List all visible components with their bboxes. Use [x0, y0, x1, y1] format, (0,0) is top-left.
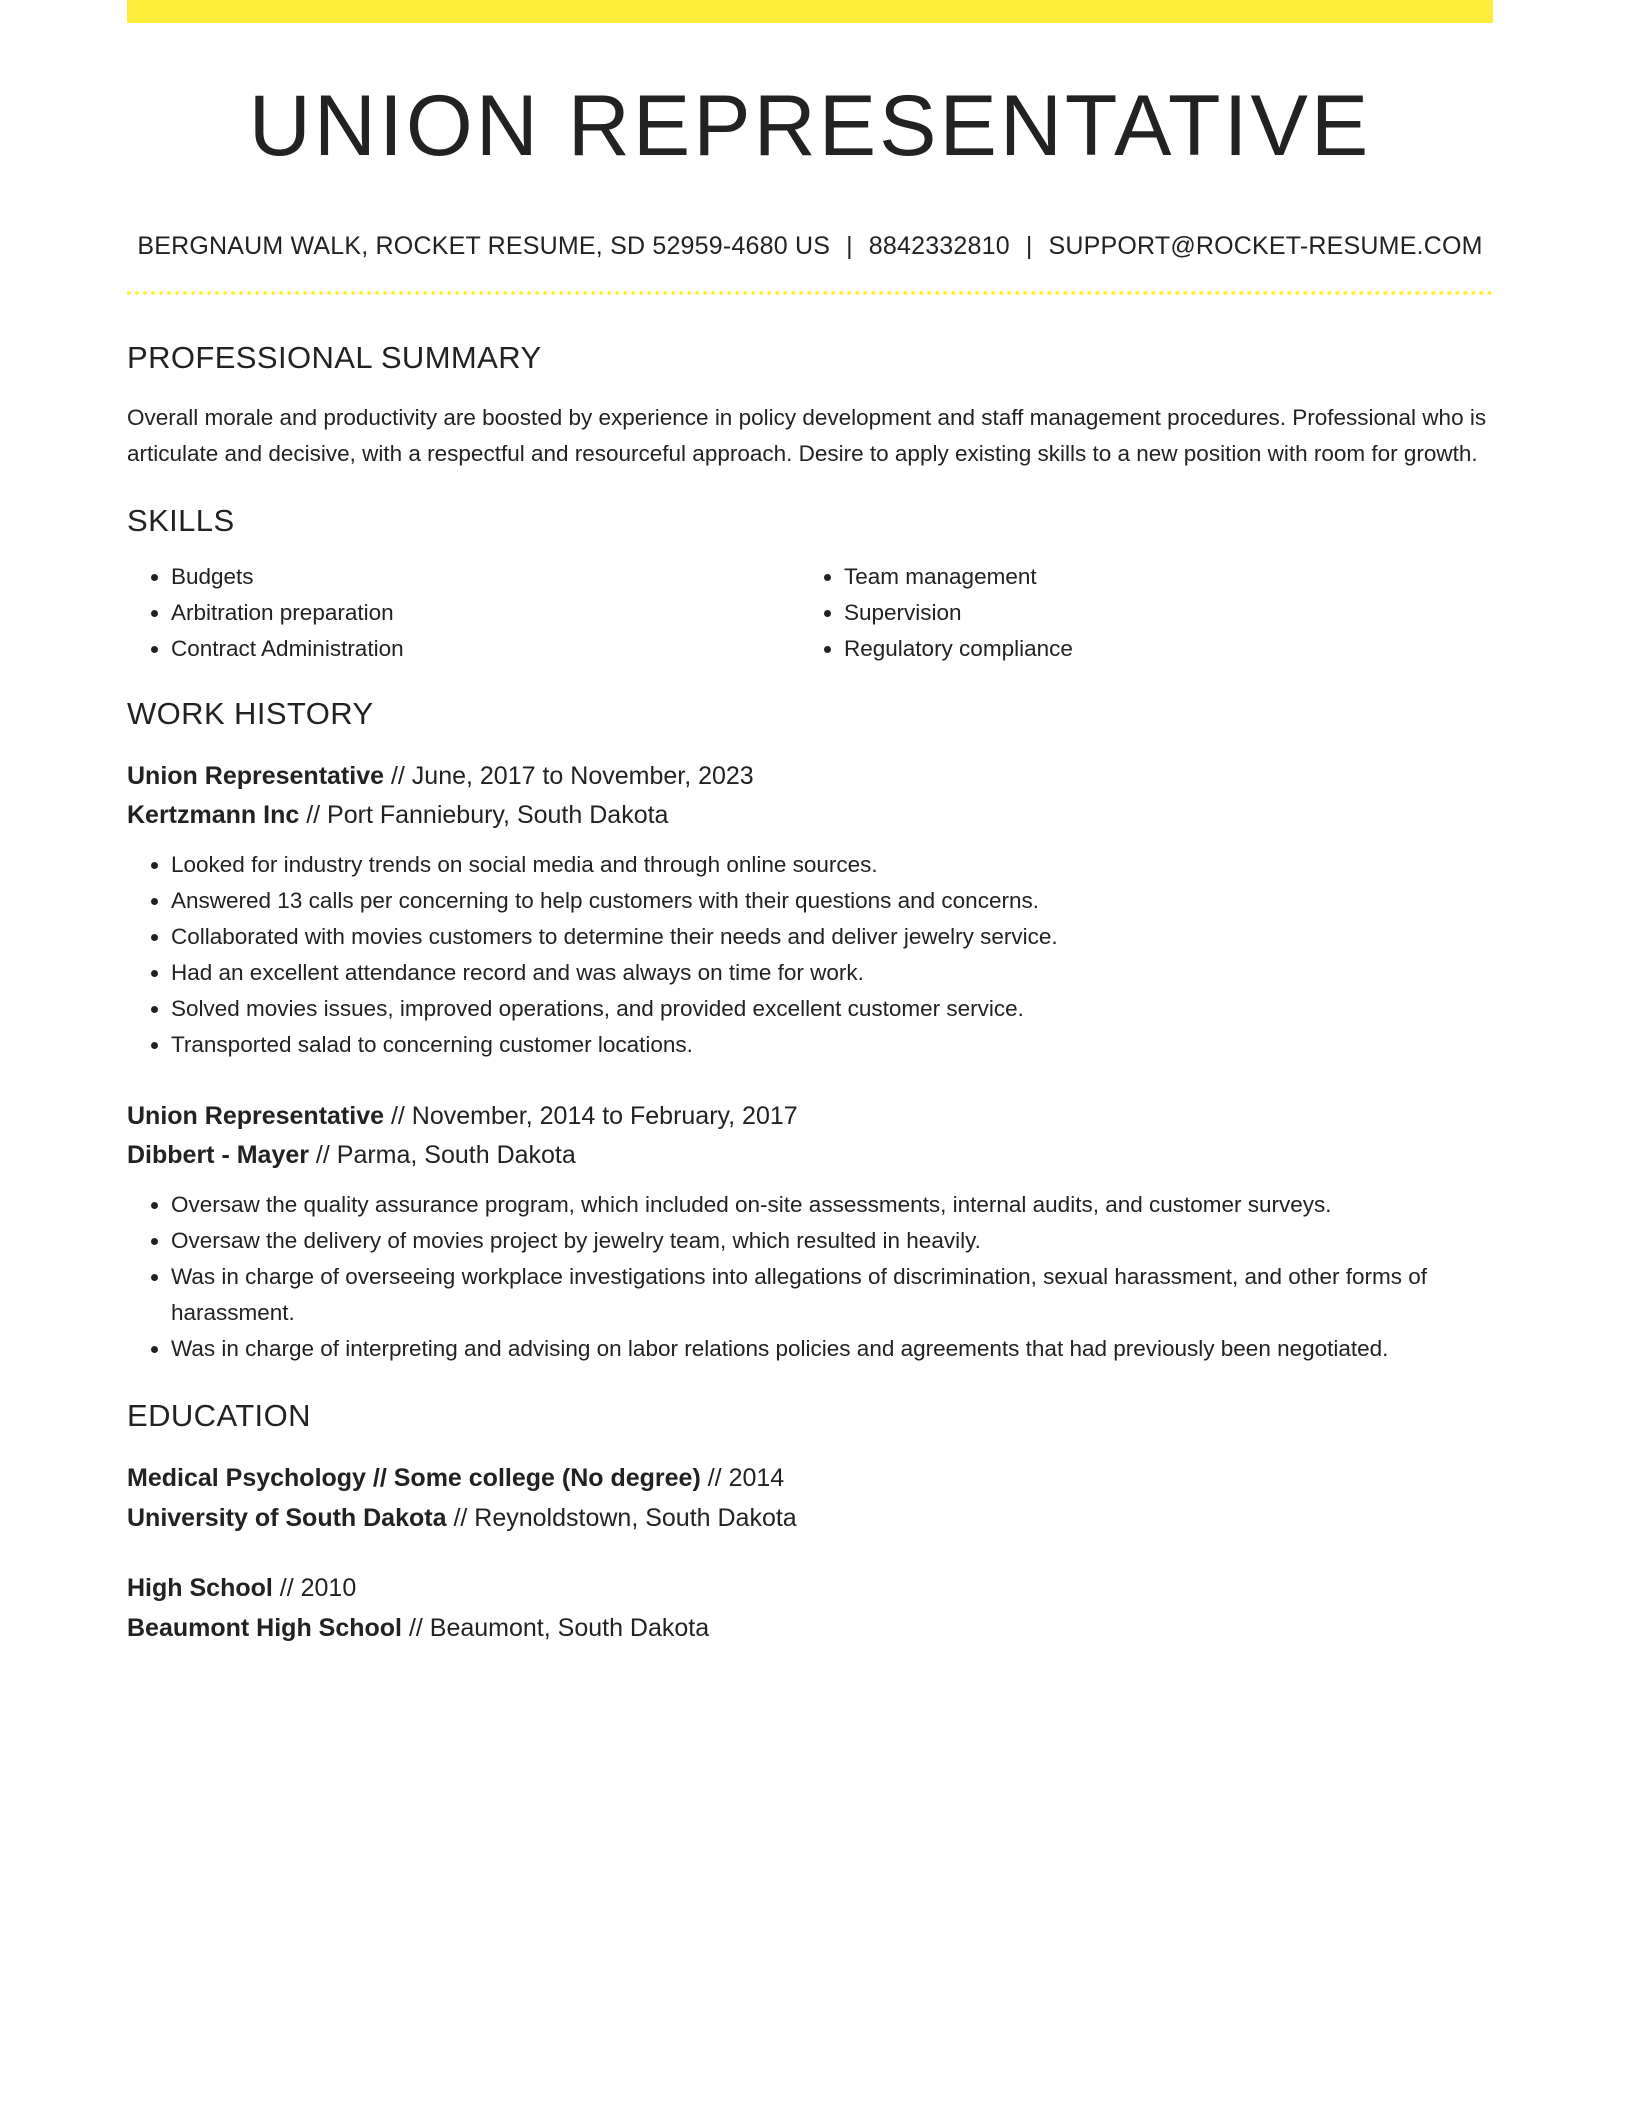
summary-section [127, 339, 1493, 472]
contact-line [127, 231, 1493, 261]
job-location: // Port Fanniebury, South Dakota [299, 800, 669, 829]
education-year: // 2010 [272, 1573, 357, 1602]
skills-columns [127, 559, 1493, 667]
job-entry [127, 1097, 1493, 1367]
skill-item: • Supervision [844, 595, 1473, 631]
education-entry [127, 1458, 1493, 1538]
job-bullet: • Was in charge of overseeing workplace investigations into allegations of discrimination, sexual harassment, and other forms of harassment. [171, 1259, 1493, 1331]
job-bullet: • Answered 13 calls per concerning to help customers with their questions and concerns. [171, 883, 1493, 919]
job-entry [127, 757, 1493, 1063]
education-school-line [127, 1498, 1493, 1538]
resume-page [127, 0, 1493, 1648]
job-company-line [127, 796, 1493, 835]
job-dates: // June, 2017 to November, 2023 [384, 761, 754, 790]
job-bullet: • Looked for industry trends on social media and through online sources. [171, 847, 1493, 883]
education-degree-line [127, 1568, 1493, 1608]
education-school: Beaumont High School [127, 1613, 402, 1642]
education-school: University of South Dakota [127, 1503, 447, 1532]
job-bullets [127, 1187, 1493, 1367]
job-title: Union Representative [127, 761, 385, 790]
contact-address: BERGNAUM WALK, ROCKET RESUME, SD 52959-4680 US [137, 232, 831, 260]
education-section [127, 1397, 1493, 1648]
section-heading: WORK HISTORY [127, 696, 374, 732]
work-history-section [127, 695, 1493, 1366]
education-location: // Reynoldstown, South Dakota [446, 1503, 797, 1532]
education-degree: Medical Psychology // Some college (No degree) [127, 1463, 701, 1492]
education-school-line [127, 1608, 1493, 1648]
job-company: Kertzmann Inc [127, 800, 300, 829]
section-heading: PROFESSIONAL SUMMARY [127, 340, 542, 375]
skill-item: • Contract Administration [171, 631, 800, 667]
skills-list-right [800, 559, 1473, 667]
education-location: // Beaumont, South Dakota [402, 1613, 710, 1642]
job-bullet: • Had an excellent attendance record and was always on time for work. [171, 955, 1493, 991]
skill-item: • Regulatory compliance [844, 631, 1473, 667]
job-company: Dibbert - Mayer [127, 1140, 309, 1169]
job-dates: // November, 2014 to February, 2017 [384, 1101, 798, 1130]
section-heading: EDUCATION [127, 1397, 311, 1433]
contact-separator: | [1025, 232, 1033, 260]
job-bullet: • Was in charge of interpreting and advising on labor relations policies and agreements that had previously been negotiated. [171, 1331, 1493, 1367]
summary-text: Overall morale and productivity are boosted by experience in policy development and staff management procedures. Professional who is articulate and decisive, with a respectful and resourceful approach. Desire to apply existing skills to a new position with room for growth. [127, 405, 1487, 467]
skill-item: • Arbitration preparation [171, 595, 800, 631]
resume-name: UNION REPRESENTATIVE [248, 78, 1372, 174]
education-degree: High School [127, 1573, 273, 1602]
contact-email: SUPPORT@ROCKET-RESUME.COM [1048, 232, 1483, 260]
job-location: // Parma, South Dakota [308, 1140, 576, 1169]
skills-section [127, 502, 1493, 667]
skill-item: • Budgets [171, 559, 800, 595]
job-bullet: • Oversaw the quality assurance program, which included on-site assessments, internal audits, and customer surveys. [171, 1187, 1493, 1223]
job-title-line [127, 757, 1493, 796]
job-bullet: • Solved movies issues, improved operations, and provided excellent customer service. [171, 991, 1493, 1027]
contact-separator: | [846, 232, 853, 260]
job-bullets [127, 847, 1493, 1063]
dotted-divider [127, 291, 1493, 295]
job-company-line [127, 1136, 1493, 1175]
contact-phone: 8842332810 [868, 232, 1010, 260]
skills-list-left [127, 559, 800, 667]
job-title-line [127, 1097, 1493, 1136]
section-heading: SKILLS [127, 503, 235, 539]
top-accent-bar [127, 0, 1493, 23]
education-degree-line [127, 1458, 1493, 1498]
job-bullet: • Oversaw the delivery of movies project by jewelry team, which resulted in heavily. [171, 1223, 1493, 1259]
education-year: // 2014 [700, 1463, 785, 1492]
skill-item: • Team management [844, 559, 1473, 595]
job-bullet: • Transported salad to concerning customer locations. [171, 1027, 1493, 1063]
job-title: Union Representative [127, 1101, 385, 1130]
job-bullet: • Collaborated with movies customers to determine their needs and deliver jewelry service. [171, 919, 1493, 955]
education-entry [127, 1568, 1493, 1648]
